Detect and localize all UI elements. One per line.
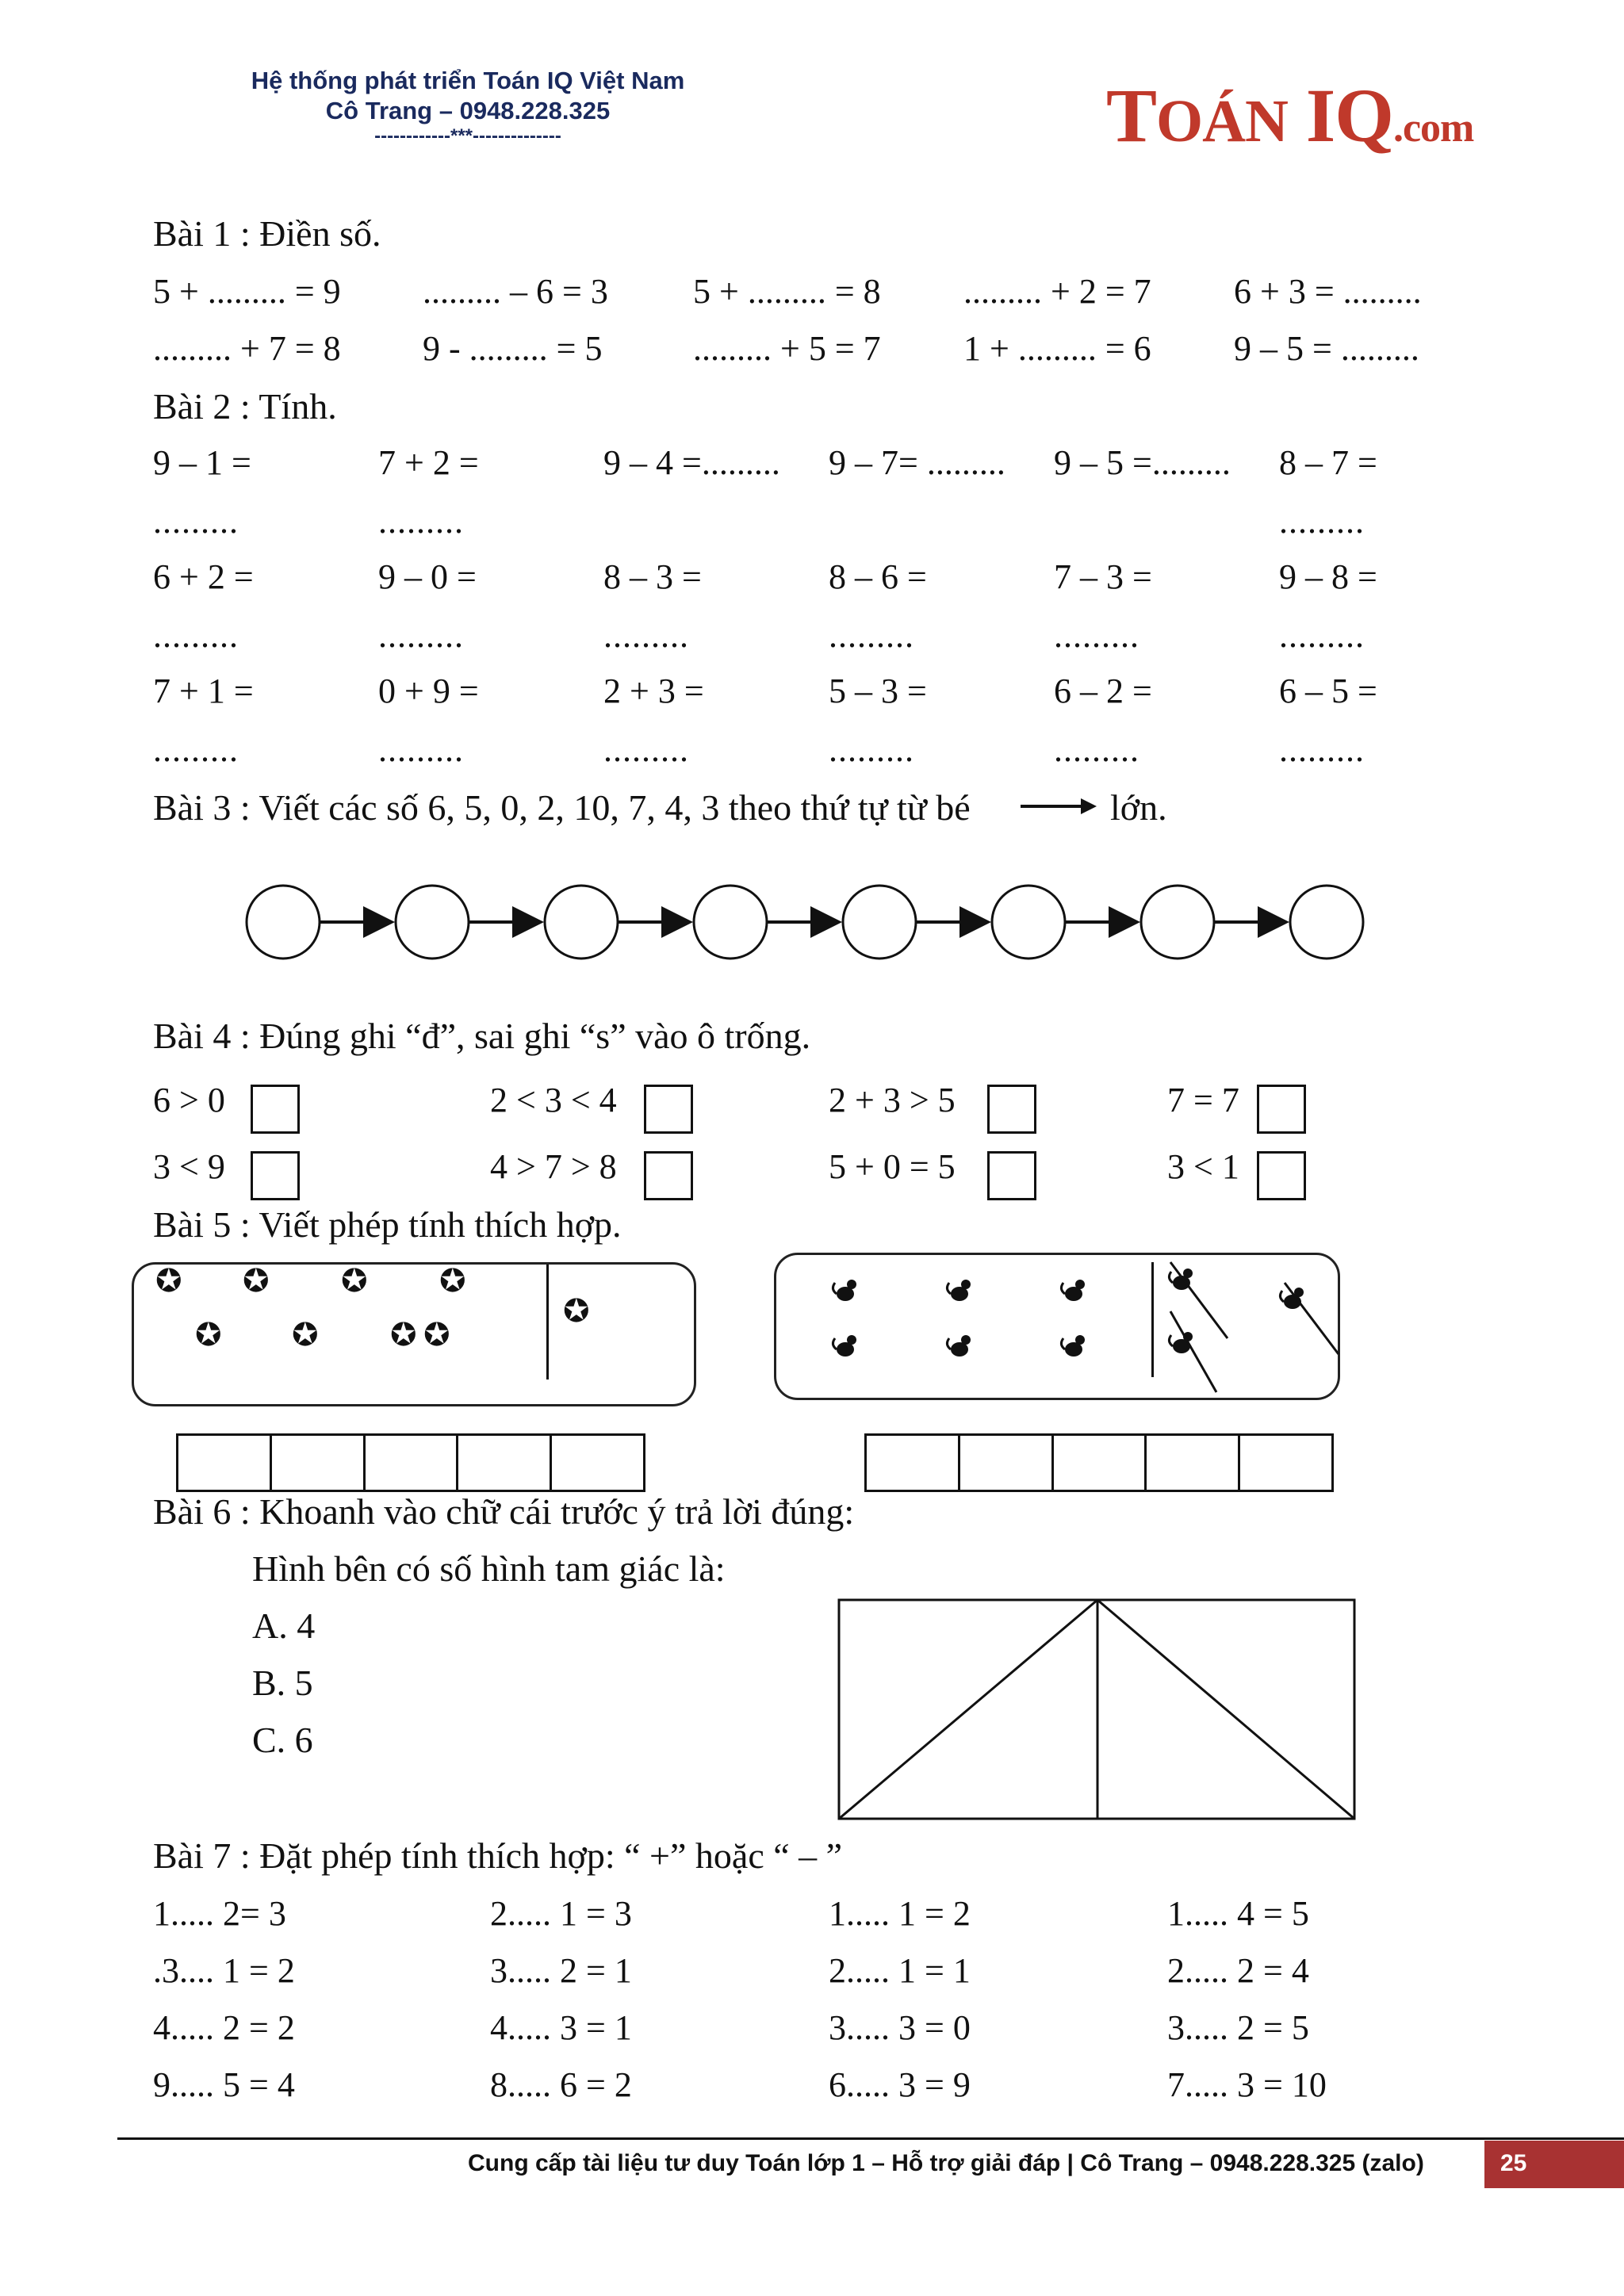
bai4-item: 7 = 7: [1167, 1081, 1239, 1119]
star-icon: ✪: [439, 1263, 466, 1299]
star-icon: ✪: [195, 1317, 222, 1353]
header-line1: Hệ thống phát triển Toán IQ Việt Nam: [251, 67, 685, 94]
bai7-item: 1..... 4 = 5: [1167, 1894, 1309, 1933]
bai2-dots: .........: [603, 616, 689, 655]
bai3-title: Bài 3 : Viết các số 6, 5, 0, 2, 10, 7, 4, 3 theo thứ tự từ bé: [153, 787, 971, 828]
answer-box[interactable]: [987, 1151, 1036, 1200]
bai2-item: 2 + 3 =: [603, 672, 704, 710]
bai6-question: Hình bên có số hình tam giác là:: [252, 1548, 726, 1589]
bai7-item: 7..... 3 = 10: [1167, 2065, 1327, 2104]
bai2-dots: .........: [603, 730, 689, 769]
bai7-item: 3..... 2 = 5: [1167, 2008, 1309, 2047]
arrow-right-icon: [1019, 794, 1098, 818]
bai4-item: 4 > 7 > 8: [490, 1147, 617, 1186]
bai2-item: 5 – 3 =: [829, 672, 927, 710]
bai1-item: ......... + 7 = 8: [153, 329, 341, 368]
bai7-item: 9..... 5 = 4: [153, 2065, 295, 2104]
bai7-item: 1..... 2= 3: [153, 1894, 286, 1933]
bai2-item: 9 – 8 =: [1279, 557, 1377, 596]
divider: [546, 1265, 549, 1380]
answer-box[interactable]: [1257, 1151, 1306, 1200]
bai1-item: ......... + 2 = 7: [963, 272, 1151, 311]
bai4-item: 2 + 3 > 5: [829, 1081, 956, 1119]
bai2-item: 8 – 7 =: [1279, 443, 1377, 482]
bai2-title: Bài 2 : Tính.: [153, 386, 337, 427]
bai5-title: Bài 5 : Viết phép tính thích hợp.: [153, 1204, 622, 1245]
bai7-item: 2..... 1 = 3: [490, 1894, 632, 1933]
answer-box[interactable]: [251, 1151, 300, 1200]
bai2-item: 7 + 2 =: [378, 443, 479, 482]
bai2-item: 7 – 3 =: [1054, 557, 1152, 596]
answer-box[interactable]: [644, 1151, 693, 1200]
bai1-item: ......... – 6 = 3: [423, 272, 608, 311]
bai2-dots: .........: [1279, 616, 1365, 655]
bai2-dots: .........: [1279, 502, 1365, 541]
bai2-dots: .........: [153, 730, 239, 769]
footer-text: Cung cấp tài liệu tư duy Toán lớp 1 – Hỗ trợ giải đáp | Cô Trang – 0948.228.325 (zalo): [468, 2150, 1424, 2176]
bai6-option-a[interactable]: A. 4: [252, 1605, 316, 1646]
bai2-item: 0 + 9 =: [378, 672, 479, 710]
bai2-dots: .........: [378, 616, 464, 655]
bai7-item: .3.... 1 = 2: [153, 1951, 295, 1990]
bai6-option-c[interactable]: C. 6: [252, 1720, 313, 1760]
bai7-item: 3..... 2 = 1: [490, 1951, 632, 1990]
bai2-dots: .........: [829, 616, 914, 655]
page-number-badge: [1484, 2141, 1624, 2188]
bai7-item: 8..... 6 = 2: [490, 2065, 632, 2104]
bai2-dots: .........: [1279, 730, 1365, 769]
bai1-item: 5 + ......... = 8: [693, 272, 881, 311]
cats-illustration: [774, 1253, 1340, 1400]
bai1-item: 6 + 3 = .........: [1234, 272, 1422, 311]
bai1-item: 9 - ......... = 5: [423, 329, 603, 368]
bai2-item: 9 – 4 =.........: [603, 443, 780, 482]
bai2-item: 6 – 5 =: [1279, 672, 1377, 710]
bai2-dots: .........: [1054, 730, 1139, 769]
bai2-dots: .........: [378, 502, 464, 541]
bai7-item: 4..... 2 = 2: [153, 2008, 295, 2047]
bai3-circle-chain: [238, 878, 1380, 966]
bai6-option-b[interactable]: B. 5: [252, 1663, 313, 1703]
bai2-dots: .........: [153, 616, 239, 655]
bai2-dots: .........: [378, 730, 464, 769]
answer-cells[interactable]: [176, 1433, 645, 1492]
bai4-item: 6 > 0: [153, 1081, 225, 1119]
bai2-dots: .........: [829, 730, 914, 769]
bai2-item: 9 – 1 =: [153, 443, 251, 482]
bai1-item: ......... + 5 = 7: [693, 329, 881, 368]
bai2-dots: .........: [1054, 616, 1139, 655]
bai2-item: 8 – 6 =: [829, 557, 927, 596]
star-icon: ✪: [390, 1317, 417, 1353]
bai2-item: 6 + 2 =: [153, 557, 254, 596]
page-number: 25: [1500, 2150, 1527, 2176]
bai7-item: 1..... 1 = 2: [829, 1894, 971, 1933]
answer-box[interactable]: [251, 1085, 300, 1134]
star-icon: ✪: [423, 1317, 450, 1353]
header-line2: Cô Trang – 0948.228.325: [325, 97, 611, 124]
bai7-item: 4..... 3 = 1: [490, 2008, 632, 2047]
bai7-item: 6..... 3 = 9: [829, 2065, 971, 2104]
bai1-item: 9 – 5 = .........: [1234, 329, 1419, 368]
bai2-item: 9 – 5 =.........: [1054, 443, 1231, 482]
bai7-item: 2..... 1 = 1: [829, 1951, 971, 1990]
bai6-title: Bài 6 : Khoanh vào chữ cái trước ý trả lời đúng:: [153, 1491, 855, 1532]
answer-box[interactable]: [987, 1085, 1036, 1134]
bai4-item: 3 < 9: [153, 1147, 225, 1186]
bai2-item: 9 – 7= .........: [829, 443, 1005, 482]
bai7-item: 2..... 2 = 4: [1167, 1951, 1309, 1990]
bai7-title: Bài 7 : Đặt phép tính thích hợp: “ +” hoặc “ – ”: [153, 1835, 843, 1876]
header-line3: ------------***--------------: [374, 125, 561, 147]
star-icon: ✪: [243, 1263, 270, 1299]
answer-cells[interactable]: [864, 1433, 1334, 1492]
bai2-dots: .........: [153, 502, 239, 541]
star-icon: ✪: [155, 1263, 182, 1299]
bai2-item: 6 – 2 =: [1054, 672, 1152, 710]
answer-box[interactable]: [1257, 1085, 1306, 1134]
bai2-item: 8 – 3 =: [603, 557, 702, 596]
bai4-item: 3 < 1: [1167, 1147, 1239, 1186]
star-icon: ✪: [563, 1293, 590, 1330]
footer-rule: [117, 2137, 1624, 2140]
answer-box[interactable]: [644, 1085, 693, 1134]
bai7-item: 3..... 3 = 0: [829, 2008, 971, 2047]
logo: TOÁN IQ.com: [1106, 73, 1474, 158]
star-icon: ✪: [341, 1263, 368, 1299]
bai1-title: Bài 1 : Điền số.: [153, 213, 381, 254]
bai2-item: 9 – 0 =: [378, 557, 477, 596]
star-icon: ✪: [292, 1317, 319, 1353]
bai1-item: 5 + ......... = 9: [153, 272, 341, 311]
bai1-item: 1 + ......... = 6: [963, 329, 1151, 368]
bai4-item: 2 < 3 < 4: [490, 1081, 617, 1119]
bai4-item: 5 + 0 = 5: [829, 1147, 956, 1186]
bai4-title: Bài 4 : Đúng ghi “đ”, sai ghi “s” vào ô trống.: [153, 1016, 811, 1056]
bai3-title-end: lớn.: [1110, 787, 1167, 828]
bai2-item: 7 + 1 =: [153, 672, 254, 710]
triangle-figure: [837, 1598, 1358, 1822]
